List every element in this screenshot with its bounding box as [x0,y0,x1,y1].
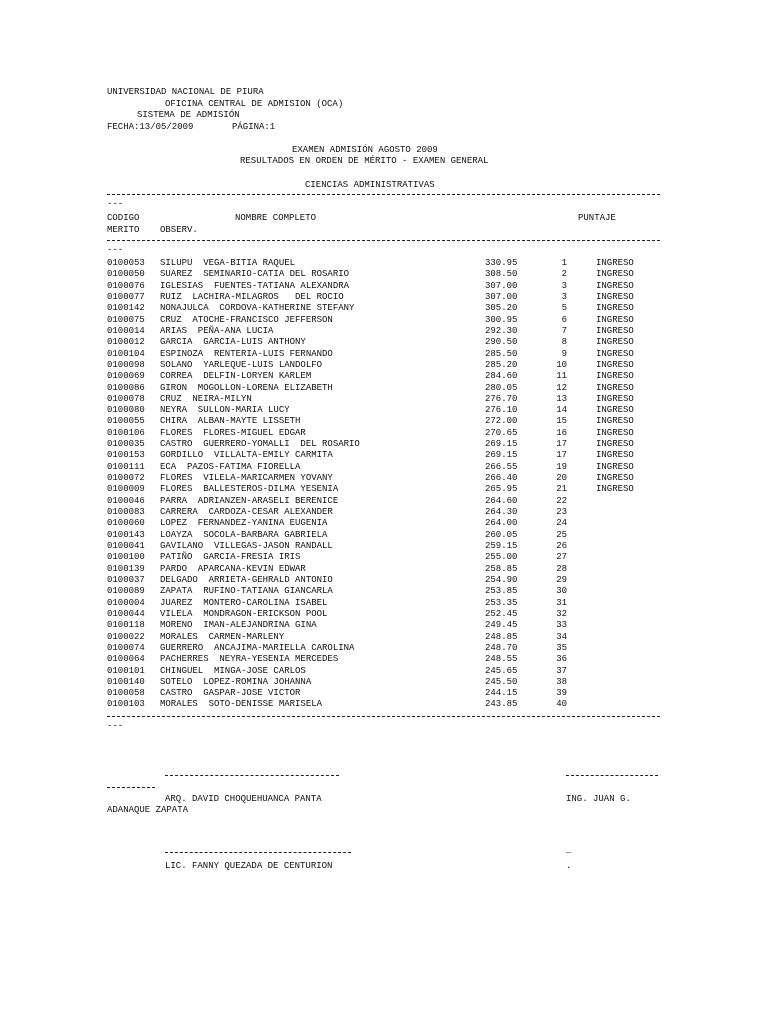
applicant-merit: 13 [556,393,567,404]
applicant-score: 243.85 [485,699,518,710]
applicant-name: SUAREZ SEMINARIO-CATIA DEL ROSARIO [160,269,350,280]
applicant-code: 0100103 [107,699,145,710]
applicant-name: GORDILLO VILLALTA-EMILY CARMITA [160,450,333,461]
signature-line-3 [165,852,351,853]
separator-tail: --- [107,245,124,255]
applicant-code: 0100140 [107,676,145,687]
table-row [107,371,667,382]
applicant-name: MORALES SOTO-DENISSE MARISELA [160,699,323,710]
applicant-score: 308.50 [485,269,518,280]
applicant-observation: INGRESO [596,405,634,416]
applicant-score: 269.15 [485,450,518,461]
table-row [107,541,667,552]
applicant-observation: INGRESO [596,484,634,495]
applicant-merit: 35 [556,642,567,653]
applicant-score: 249.45 [485,620,518,631]
applicant-score: 265.95 [485,484,518,495]
applicant-score: 260.05 [485,529,518,540]
applicant-merit: 37 [556,665,567,676]
column-score: PUNTAJE [578,213,616,223]
table-row [107,326,667,337]
applicant-code: 0100075 [107,314,145,325]
table-row [107,598,667,609]
applicant-merit: 9 [561,348,567,359]
applicant-name: GARCIA GARCIA-LUIS ANTHONY [160,337,306,348]
applicant-code: 0100111 [107,461,145,472]
applicant-name: NEYRA SULLON-MARIA LUCY [160,405,290,416]
applicant-code: 0100074 [107,642,145,653]
applicant-code: 0100080 [107,405,145,416]
applicant-merit: 7 [561,325,567,336]
applicant-code: 0100053 [107,258,145,268]
applicant-observation: INGRESO [596,269,634,280]
applicant-name: LOPEZ FERNANDEZ-YANINA EUGENIA [160,518,328,529]
university-name: UNIVERSIDAD NACIONAL DE PIURA [107,87,264,97]
table-row [107,383,667,394]
applicant-name: JUAREZ MONTERO-CAROLINA ISABEL [160,597,328,608]
applicant-name: RUIZ LACHIRA-MILAGROS DEL ROCIO [160,291,344,302]
applicant-code: 0100035 [107,439,145,450]
applicant-name: IGLESIAS FUENTES-TATIANA ALEXANDRA [160,280,350,291]
column-code: CODIGO [107,213,140,223]
applicant-code: 0100142 [107,303,145,314]
table-row [107,450,667,461]
applicant-score: 285.50 [485,348,518,359]
applicant-name: MORALES CARMEN-MARLENY [160,631,285,642]
table-row [107,292,667,303]
applicant-code: 0100078 [107,393,145,404]
separator-line [107,240,660,241]
applicant-code: 0100014 [107,325,145,336]
signature-line-1 [165,775,339,776]
signature-dash: _ [566,845,572,855]
system-name: SISTEMA DE ADMISIÓN [137,110,240,120]
applicant-merit: 20 [556,473,567,484]
applicant-score: 330.95 [485,258,518,268]
applicant-name: PATIÑO GARCIA-FRESIA IRIS [160,552,301,563]
table-row [107,586,667,597]
table-row [107,575,667,586]
applicant-code: 0100022 [107,631,145,642]
applicant-code: 0100050 [107,269,145,280]
applicant-merit: 27 [556,552,567,563]
table-row [107,269,667,280]
applicant-name: CORREA DELFIN-LORYEN KARLEM [160,371,312,382]
separator-tail: --- [107,721,124,731]
applicant-merit: 36 [556,654,567,665]
applicant-name: PARDO APARCANA-KEVIN EDWAR [160,563,306,574]
applicant-code: 0100098 [107,359,145,370]
applicant-code: 0100055 [107,416,145,427]
applicant-code: 0100101 [107,665,145,676]
applicant-code: 0100009 [107,484,145,495]
applicant-score: 305.20 [485,303,518,314]
applicant-code: 0100069 [107,371,145,382]
applicant-score: 285.20 [485,359,518,370]
applicant-merit: 17 [556,439,567,450]
applicant-score: 292.30 [485,325,518,336]
applicant-score: 264.60 [485,495,518,506]
applicant-merit: 11 [556,371,567,382]
applicant-score: 244.15 [485,688,518,699]
applicant-score: 248.70 [485,642,518,653]
applicant-observation: INGRESO [596,439,634,450]
applicant-name: LOAYZA SOCOLA-BARBARA GABRIELA [160,529,328,540]
applicant-code: 0100106 [107,427,145,438]
applicant-code: 0100077 [107,291,145,302]
applicant-score: 248.85 [485,631,518,642]
applicant-score: 255.00 [485,552,518,563]
table-row [107,609,667,620]
applicant-observation: INGRESO [596,382,634,393]
applicant-name: CRUZ NEIRA-MILYN [160,393,252,404]
separator-line [107,194,660,195]
applicant-code: 0100012 [107,337,145,348]
applicant-merit: 2 [561,269,567,280]
applicant-merit: 31 [556,597,567,608]
applicant-observation: INGRESO [596,280,634,291]
applicant-score: 300.95 [485,314,518,325]
applicant-observation: INGRESO [596,427,634,438]
applicant-code: 0100139 [107,563,145,574]
applicant-merit: 38 [556,676,567,687]
applicant-name: CHINGUEL MINGA-JOSE CARLOS [160,665,306,676]
applicant-name: DELGADO ARRIETA-GEHRALD ANTONIO [160,574,333,585]
applicant-score: 269.15 [485,439,518,450]
table-row [107,428,667,439]
applicant-score: 253.35 [485,597,518,608]
applicant-observation: INGRESO [596,450,634,461]
separator-tail: --- [107,199,124,209]
applicant-merit: 3 [561,280,567,291]
column-observ: OBSERV. [160,225,198,235]
applicant-name: SILUPU VEGA-BITIA RAQUEL [160,258,296,268]
table-row [107,632,667,643]
applicant-code: 0100118 [107,620,145,631]
table-row [107,473,667,484]
applicant-name: SOTELO LOPEZ-ROMINA JOHANNA [160,676,312,687]
applicant-merit: 1 [561,258,567,268]
applicant-observation: INGRESO [596,461,634,472]
applicant-observation: INGRESO [596,303,634,314]
applicant-code: 0100153 [107,450,145,461]
table-row [107,654,667,665]
applicant-merit: 21 [556,484,567,495]
table-row [107,315,667,326]
table-row [107,439,667,450]
applicant-score: 252.45 [485,608,518,619]
applicant-code: 0100058 [107,688,145,699]
applicant-name: ARIAS PEÑA-ANA LUCIA [160,325,274,336]
applicant-observation: INGRESO [596,348,634,359]
table-row [107,360,667,371]
applicant-name: CHIRA ALBAN-MAYTE LISSETH [160,416,301,427]
applicant-score: 284.60 [485,371,518,382]
table-row [107,507,667,518]
table-row [107,677,667,688]
applicant-score: 307.00 [485,291,518,302]
applicant-name: ZAPATA RUFINO-TATIANA GIANCARLA [160,586,333,597]
applicant-code: 0100060 [107,518,145,529]
signature-dot: . [566,861,572,871]
applicant-merit: 23 [556,507,567,518]
applicant-merit: 29 [556,574,567,585]
applicant-name: CASTRO GUERRERO-YOMALLI DEL ROSARIO [160,439,360,450]
applicant-observation: INGRESO [596,371,634,382]
applicant-score: 253.85 [485,586,518,597]
table-row [107,281,667,292]
applicant-name: FLORES FLORES-MIGUEL EDGAR [160,427,306,438]
applicant-code: 0100086 [107,382,145,393]
applicant-merit: 33 [556,620,567,631]
applicant-code: 0100046 [107,495,145,506]
applicant-score: 266.55 [485,461,518,472]
applicant-merit: 14 [556,405,567,416]
applicant-score: 280.05 [485,382,518,393]
applicant-score: 264.30 [485,507,518,518]
applicant-observation: INGRESO [596,473,634,484]
department-name: CIENCIAS ADMINISTRATIVAS [305,180,435,190]
applicant-score: 276.70 [485,393,518,404]
applicant-name: CRUZ ATOCHE-FRANCISCO JEFFERSON [160,314,333,325]
results-subtitle: RESULTADOS EN ORDEN DE MÉRITO - EXAMEN GENERAL [240,156,489,166]
table-row [107,620,667,631]
office-name: OFICINA CENTRAL DE ADMISION (OCA) [165,99,344,109]
applicant-score: 258.85 [485,563,518,574]
applicant-score: 307.00 [485,280,518,291]
applicant-score: 245.50 [485,676,518,687]
applicant-merit: 3 [561,291,567,302]
applicant-merit: 17 [556,450,567,461]
applicant-score: 290.50 [485,337,518,348]
table-row [107,643,667,654]
applicant-code: 0100143 [107,529,145,540]
applicant-merit: 24 [556,518,567,529]
applicant-score: 254.90 [485,574,518,585]
separator-line [107,716,660,717]
applicant-observation: INGRESO [596,416,634,427]
applicant-score: 266.40 [485,473,518,484]
applicant-merit: 19 [556,461,567,472]
applicant-observation: INGRESO [596,393,634,404]
table-row [107,530,667,541]
table-row [107,394,667,405]
applicant-code: 0100037 [107,574,145,585]
applicant-name: ESPINOZA RENTERIA-LUIS FERNANDO [160,348,333,359]
table-row [107,518,667,529]
page-number: PÁGINA:1 [232,122,276,132]
applicant-score: 248.55 [485,654,518,665]
applicant-merit: 40 [556,699,567,710]
applicant-merit: 25 [556,529,567,540]
applicant-merit: 22 [556,495,567,506]
signature-line-2 [566,775,658,776]
applicant-observation: INGRESO [596,359,634,370]
applicant-merit: 15 [556,416,567,427]
table-row [107,496,667,507]
applicant-name: NONAJULCA CORDOVA-KATHERINE STEFANY [160,303,355,314]
table-row [107,688,667,699]
table-row [107,405,667,416]
applicant-merit: 16 [556,427,567,438]
table-row [107,484,667,495]
report-date: FECHA:13/05/2009 [107,122,194,132]
applicant-code: 0100041 [107,541,145,551]
applicant-name: PARRA ADRIANZEN-ARASELI BERENICE [160,495,339,506]
table-row [107,303,667,314]
applicant-merit: 8 [561,337,567,348]
applicant-score: 270.65 [485,427,518,438]
applicant-merit: 6 [561,314,567,325]
applicant-name: GAVILANO VILLEGAS-JASON RANDALL [160,541,333,551]
table-row [107,258,667,269]
applicant-merit: 28 [556,563,567,574]
column-merit: MERITO [107,225,140,235]
applicant-code: 0100044 [107,608,145,619]
applicant-observation: INGRESO [596,325,634,336]
column-name: NOMBRE COMPLETO [235,213,317,223]
applicant-observation: INGRESO [596,291,634,302]
applicant-observation: INGRESO [596,258,634,268]
applicant-score: 245.65 [485,665,518,676]
applicant-name: ECA PAZOS-FATIMA FIORELLA [160,461,301,472]
signatory-2-wrap: ADANAQUE ZAPATA [107,805,189,815]
applicant-name: VILELA MONDRAGON-ERICKSON POOL [160,608,328,619]
table-row [107,337,667,348]
applicant-name: CARRERA CARDOZA-CESAR ALEXANDER [160,507,333,518]
applicant-name: GUERRERO ANCAJIMA-MARIELLA CAROLINA [160,642,355,653]
table-row [107,666,667,677]
applicant-code: 0100104 [107,348,145,359]
table-row [107,564,667,575]
applicant-merit: 30 [556,586,567,597]
applicant-score: 259.15 [485,541,518,551]
applicant-name: CASTRO GASPAR-JOSE VICTOR [160,688,301,699]
applicant-observation: INGRESO [596,337,634,348]
applicant-code: 0100100 [107,552,145,563]
applicant-merit: 34 [556,631,567,642]
applicant-code: 0100083 [107,507,145,518]
applicant-code: 0100076 [107,280,145,291]
applicant-merit: 32 [556,608,567,619]
table-row [107,699,667,710]
applicant-merit: 5 [561,303,567,314]
applicant-code: 0100089 [107,586,145,597]
applicant-merit: 26 [556,541,567,551]
applicant-merit: 39 [556,688,567,699]
applicant-code: 0100064 [107,654,145,665]
applicant-name: GIRON MOGOLLON-LORENA ELIZABETH [160,382,333,393]
applicant-name: FLORES BALLESTEROS-DILMA YESENIA [160,484,339,495]
table-row [107,462,667,473]
applicant-code: 0100004 [107,597,145,608]
applicant-observation: INGRESO [596,314,634,325]
table-row [107,552,667,563]
signature-line-2-wrap [107,787,155,788]
applicant-score: 276.10 [485,405,518,416]
table-row [107,416,667,427]
applicant-merit: 10 [556,359,567,370]
applicant-score: 264.00 [485,518,518,529]
table-row [107,349,667,360]
applicant-name: PACHERRES NEYRA-YESENIA MERCEDES [160,654,339,665]
applicant-merit: 12 [556,382,567,393]
signatory-3: LIC. FANNY QUEZADA DE CENTURION [165,861,333,871]
applicant-name: SOLANO YARLEQUE-LUIS LANDOLFO [160,359,323,370]
applicant-score: 272.00 [485,416,518,427]
signatory-1: ARQ. DAVID CHOQUEHUANCA PANTA [165,794,322,804]
applicant-name: FLORES VILELA-MARICARMEN YOVANY [160,473,333,484]
exam-title: EXAMEN ADMISIÓN AGOSTO 2009 [292,145,438,155]
applicant-name: MORENO IMAN-ALEJANDRINA GINA [160,620,317,631]
applicant-code: 0100072 [107,473,145,484]
signatory-2: ING. JUAN G. [566,794,631,804]
